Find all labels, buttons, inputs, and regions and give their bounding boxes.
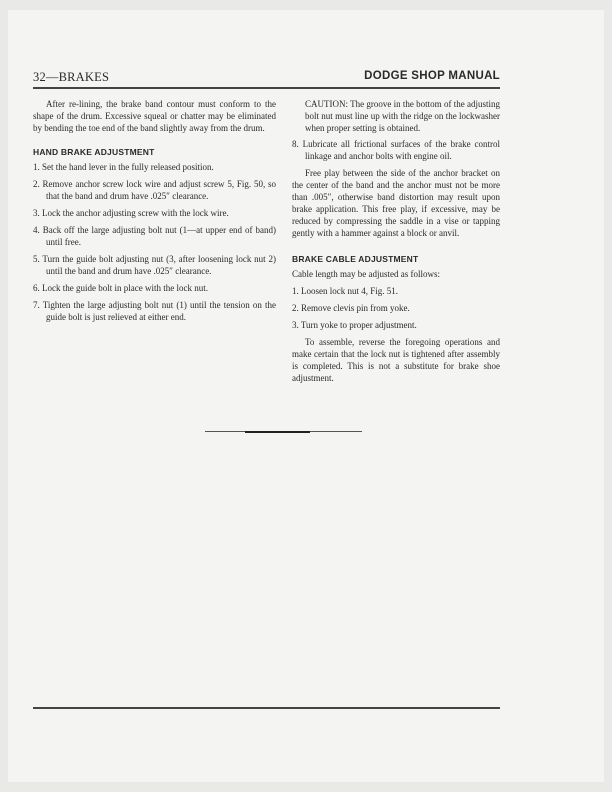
list-item: 3. Lock the anchor adjusting screw with the lock wire. (33, 208, 229, 218)
right-column (292, 98, 500, 384)
list-item: 2. Remove clevis pin from yoke. (292, 303, 410, 313)
cable-steps (292, 285, 500, 331)
footer-rule (33, 707, 500, 709)
list-item: 3. Turn yoke to proper adjustment. (292, 320, 417, 330)
list-item: 8. Lubricate all frictional surfaces of the brake control linkage and anchor bolts with engine oil. (292, 139, 500, 161)
intro-paragraph: After re-lining, the brake band contour must conform to the shape of the drum. Excessive squeal or chatter may be eliminated by bending the toe end of the band slightly away from the drum. (33, 99, 276, 133)
list-item: 1. Loosen lock nut 4, Fig. 51. (292, 286, 398, 296)
hand-brake-steps (33, 161, 276, 323)
list-item: 2. Remove anchor screw lock wire and adjust screw 5, Fig. 50, so that the band and drum have .025″ clearance. (33, 179, 276, 201)
hand-brake-heading: HAND BRAKE ADJUSTMENT (33, 147, 155, 157)
left-column (33, 98, 276, 328)
caution-note: CAUTION: The groove in the bottom of the adjusting bolt nut must line up with the ridge on the lockwasher when proper setting is obtained. (305, 99, 500, 133)
header-rule (33, 87, 500, 89)
cable-intro: Cable length may be adjusted as follows: (292, 269, 440, 279)
list-item: 1. Set the hand lever in the fully released position. (33, 162, 214, 172)
list-item: 6. Lock the guide bolt in place with the lock nut. (33, 283, 208, 293)
section-end-ornament (205, 431, 362, 432)
closing-paragraph: To assemble, reverse the foregoing operations and make certain that the lock nut is tightened after assembly is completed. This is not a substitute for brake shoe adjustment. (292, 337, 500, 383)
free-play-paragraph: Free play between the side of the anchor bracket on the center of the band and the anchor must not be more than .005″, otherwise band distortion may result upon brake application. This free play, if excessive, may be reduced by compressing the saddle in a vise or tapping gently with a hammer against a block or anvil. (292, 168, 500, 238)
cable-adjustment-heading: BRAKE CABLE ADJUSTMENT (292, 254, 419, 264)
list-item: 4. Back off the large adjusting bolt nut (1—at upper end of band) until free. (33, 225, 276, 247)
section-header: 32—BRAKES (33, 70, 110, 84)
list-item: 5. Turn the guide bolt adjusting nut (3, after loosening lock nut 2) until the band and drum have .025″ clearance. (33, 254, 276, 276)
manual-title: DODGE SHOP MANUAL (364, 70, 500, 82)
lubrication-step (292, 138, 500, 162)
list-item: 7. Tighten the large adjusting bolt nut (1) until the tension on the guide bolt is just relieved at either end. (33, 300, 276, 322)
